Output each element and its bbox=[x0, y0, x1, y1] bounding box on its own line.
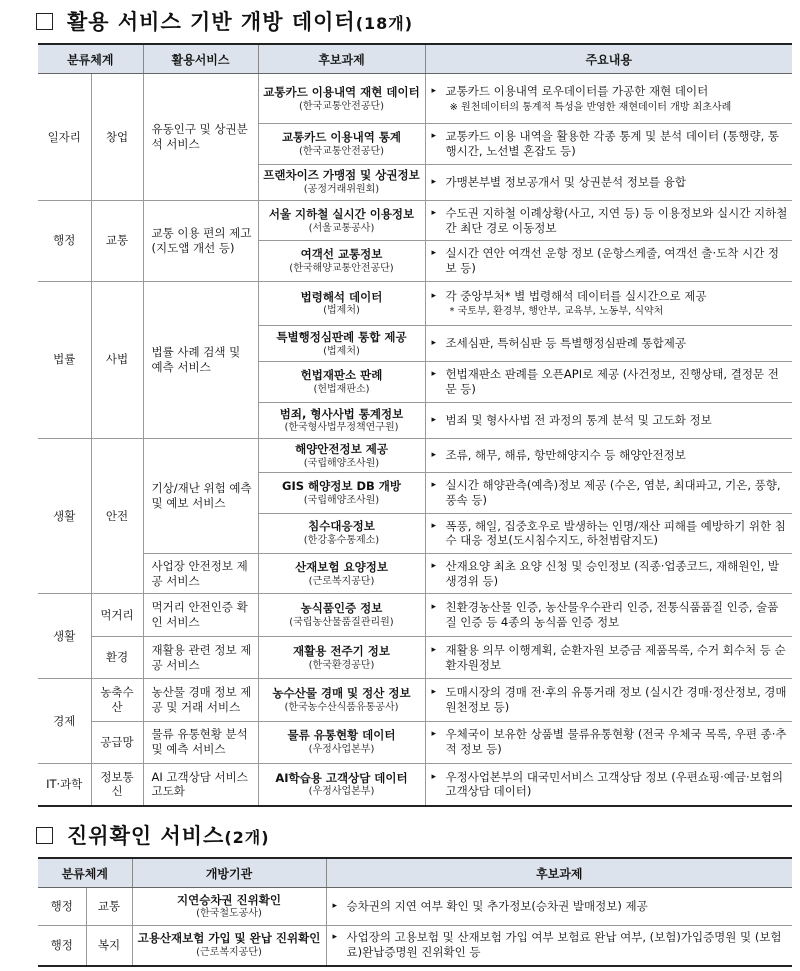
table-row bbox=[38, 74, 792, 124]
candidate-name: GIS 해양정보 DB 개방 bbox=[282, 479, 401, 494]
category-sub: 환경 bbox=[91, 636, 143, 678]
header-content: 주요내용 bbox=[425, 44, 792, 74]
candidate-cell bbox=[258, 201, 425, 241]
description-text: 승차권의 지연 여부 확인 및 추가정보(승차권 발매정보) 제공 bbox=[346, 899, 648, 914]
description-cell bbox=[425, 636, 792, 678]
candidate-org: (법제처) bbox=[323, 305, 360, 317]
candidate-org: (법제처) bbox=[323, 345, 360, 357]
checkbox-square-icon bbox=[36, 13, 53, 30]
description-text: 우체국이 보유한 상품별 물류유통현황 (전국 우체국 목록, 우편 종·추적 정보 등) bbox=[445, 727, 787, 757]
triangle-bullet-icon: ▸ bbox=[431, 338, 437, 349]
table-row bbox=[38, 721, 792, 763]
triangle-bullet-icon: ▸ bbox=[431, 480, 437, 491]
candidate-cell bbox=[258, 362, 425, 402]
description-cell bbox=[425, 402, 792, 438]
candidate-cell bbox=[258, 594, 425, 636]
description-text: 실시간 연안 여객선 운항 정보 (운항스케줄, 여객선 출·도착 시간 정보 등) bbox=[445, 246, 780, 276]
triangle-bullet-icon: ▸ bbox=[431, 450, 437, 461]
triangle-bullet-icon: ▸ bbox=[431, 248, 437, 259]
description-text: 조류, 해무, 해류, 항만해양지수 등 해양안전정보 bbox=[445, 448, 686, 463]
description-text: 도매시장의 경매 전·후의 유통거래 정보 (실시간 경매·정산정보, 경매 원천정보 등) bbox=[445, 684, 787, 714]
description-cell bbox=[425, 281, 792, 325]
service-name: 농산물 경매 정보 제공 및 거래 서비스 bbox=[143, 679, 258, 721]
description-text: 가맹본부별 정보공개서 및 상권분석 정보를 융합 bbox=[445, 174, 686, 189]
header-agency: 개방기관 bbox=[132, 858, 326, 888]
candidate-org: (한국해양교통안전공단) bbox=[289, 263, 394, 275]
triangle-bullet-icon: ▸ bbox=[431, 290, 437, 301]
section1-title-text: 활용 서비스 기반 개방 데이터 bbox=[67, 10, 356, 34]
description-text: 각 중앙부처* 별 법령해석 데이터를 실시간으로 제공 bbox=[445, 288, 707, 303]
description-cell bbox=[425, 721, 792, 763]
candidate-name: 농식품인증 정보 bbox=[300, 601, 383, 616]
candidate-name: 프랜차이즈 가맹점 및 상권정보 bbox=[263, 168, 420, 183]
description-cell bbox=[425, 74, 792, 124]
category-sub: 교통 bbox=[91, 201, 143, 282]
candidate-cell bbox=[258, 473, 425, 513]
table-row bbox=[38, 926, 792, 966]
service-name: 기상/재난 위험 예측 및 예보 서비스 bbox=[143, 439, 258, 554]
candidate-name: 침수대응정보 bbox=[308, 519, 375, 534]
candidate-org: (국립농산물품질관리원) bbox=[289, 617, 394, 629]
candidate-cell bbox=[258, 281, 425, 325]
candidate-name: 법령해석 데이터 bbox=[300, 289, 383, 304]
service-name: 사업장 안전정보 제공 서비스 bbox=[143, 554, 258, 594]
candidate-cell bbox=[258, 636, 425, 678]
section1-title bbox=[36, 6, 413, 36]
category-sub: 농축수산 bbox=[91, 679, 143, 721]
candidate-cell bbox=[258, 402, 425, 438]
candidate-name: 범죄, 형사사법 통계정보 bbox=[279, 406, 404, 421]
description-text: 교통카드 이용내역 로우데이터를 가공한 재현 데이터 bbox=[445, 83, 709, 98]
header-service: 활용서비스 bbox=[143, 44, 258, 74]
service-name: 먹거리 안전인증 확인 서비스 bbox=[143, 594, 258, 636]
description-cell bbox=[425, 362, 792, 402]
category-sub: 복지 bbox=[86, 926, 132, 966]
candidate-name: 교통카드 이용내역 재현 데이터 bbox=[263, 84, 420, 99]
table-row bbox=[38, 679, 792, 721]
candidate-name: 고용산재보험 가입 및 완납 진위확인 bbox=[137, 931, 321, 946]
description-cell bbox=[425, 594, 792, 636]
description-text: 수도권 지하철 이례상황(사고, 지연 등) 등 이용정보와 실시간 지하철 간 최단 경로 이동정보 bbox=[445, 205, 788, 235]
table-row bbox=[38, 201, 792, 241]
candidate-org: (국립해양조사원) bbox=[303, 495, 380, 507]
description-cell bbox=[425, 763, 792, 806]
category-sub: 사법 bbox=[91, 281, 143, 438]
category-main: 생활 bbox=[38, 594, 91, 679]
category-sub: 먹거리 bbox=[91, 594, 143, 636]
table-row bbox=[38, 554, 792, 594]
table-header-row bbox=[38, 44, 792, 74]
candidate-cell bbox=[258, 721, 425, 763]
description-cell bbox=[425, 201, 792, 241]
description-text: 폭풍, 해일, 집중호우로 발생하는 인명/재산 피해를 예방하기 위한 침수 대응 정보(도시침수지도, 하천범람지도) bbox=[445, 518, 786, 548]
candidate-cell bbox=[132, 888, 326, 926]
candidate-org: (우정사업본부) bbox=[308, 786, 375, 798]
checkbox-square-icon bbox=[36, 827, 53, 844]
candidate-cell bbox=[258, 241, 425, 281]
candidate-name: 농수산물 경매 및 정산 정보 bbox=[272, 685, 411, 700]
triangle-bullet-icon: ▸ bbox=[431, 176, 437, 187]
candidate-name: 물류 유통현황 데이터 bbox=[287, 728, 396, 743]
description-cell bbox=[425, 241, 792, 281]
triangle-bullet-icon: ▸ bbox=[332, 901, 338, 912]
service-name: 유동인구 및 상권분석 서비스 bbox=[143, 74, 258, 201]
category-main: 행정 bbox=[38, 926, 86, 966]
candidate-name: 산재보험 요양정보 bbox=[295, 559, 388, 574]
candidate-org: (헌법재판소) bbox=[313, 384, 370, 396]
triangle-bullet-icon: ▸ bbox=[431, 415, 437, 426]
table-row bbox=[38, 439, 792, 473]
candidate-org: (한국환경공단) bbox=[308, 659, 375, 671]
candidate-cell bbox=[258, 763, 425, 806]
table-row bbox=[38, 888, 792, 926]
candidate-cell bbox=[258, 513, 425, 553]
service-name: 물류 유통현황 분석 및 예측 서비스 bbox=[143, 721, 258, 763]
table-row bbox=[38, 281, 792, 325]
description-text: 산재요양 최초 요양 신청 및 승인정보 (직종·업종코드, 재해원인, 발생경위 등) bbox=[445, 558, 780, 588]
candidate-cell bbox=[258, 74, 425, 124]
candidate-org: (한강홍수통제소) bbox=[303, 535, 380, 547]
header-category: 분류체계 bbox=[38, 44, 143, 74]
candidate-name: 재활용 전주기 정보 bbox=[293, 643, 390, 658]
candidate-name: 특별행정심판례 통합 제공 bbox=[276, 329, 407, 344]
description-cell bbox=[326, 888, 792, 926]
candidate-org: (한국철도공사) bbox=[196, 908, 262, 920]
open-data-table bbox=[38, 43, 792, 807]
candidate-org: (공정거래위원회) bbox=[303, 184, 380, 196]
category-sub: 정보통신 bbox=[91, 763, 143, 806]
category-main: 법률 bbox=[38, 281, 91, 438]
candidate-name: 지연승차권 진위확인 bbox=[177, 892, 281, 907]
category-main: 행정 bbox=[38, 201, 91, 282]
candidate-org: (한국교통안전공단) bbox=[298, 100, 385, 112]
category-sub: 교통 bbox=[86, 888, 132, 926]
service-name: AI 고객상담 서비스 고도화 bbox=[143, 763, 258, 806]
category-main: 행정 bbox=[38, 888, 86, 926]
triangle-bullet-icon: ▸ bbox=[431, 686, 437, 697]
description-text: 조세심판, 특허심판 등 특별행정심판례 통합제공 bbox=[445, 336, 686, 351]
candidate-cell bbox=[258, 164, 425, 200]
candidate-name: 해양안전정보 제공 bbox=[295, 441, 388, 456]
candidate-org: (우정사업본부) bbox=[308, 744, 375, 756]
category-main: 일자리 bbox=[38, 74, 91, 201]
triangle-bullet-icon: ▸ bbox=[431, 560, 437, 571]
triangle-bullet-icon: ▸ bbox=[431, 85, 437, 96]
triangle-bullet-icon: ▸ bbox=[431, 207, 437, 218]
candidate-cell bbox=[258, 554, 425, 594]
triangle-bullet-icon: ▸ bbox=[431, 644, 437, 655]
candidate-org: (국립해양조사원) bbox=[303, 457, 380, 469]
header-category: 분류체계 bbox=[38, 858, 132, 888]
candidate-org: (근로복지공단) bbox=[196, 947, 262, 959]
candidate-cell bbox=[258, 326, 425, 362]
description-text: 사업장의 고용보험 및 산재보험 가입 여부 보험료 완납 여부, (보험)가입증명원 및 (보험료)완납증명원 진위확인 등 bbox=[346, 930, 782, 960]
description-cell bbox=[425, 679, 792, 721]
description-text: 범죄 및 형사사법 전 과정의 통계 분석 및 고도화 정보 bbox=[445, 413, 712, 428]
description-cell bbox=[425, 124, 792, 164]
candidate-org: (한국농수산식품유통공사) bbox=[284, 701, 399, 713]
description-cell bbox=[425, 164, 792, 200]
description-text: 우정사업본부의 대국민서비스 고객상담 정보 (우편쇼핑·예금·보험의 고객상담 데이터) bbox=[445, 769, 783, 799]
section2-count: (2개) bbox=[224, 828, 270, 847]
description-cell bbox=[425, 326, 792, 362]
candidate-name: 헌법재판소 판례 bbox=[300, 368, 383, 383]
candidate-cell bbox=[258, 124, 425, 164]
header-candidate: 후보과제 bbox=[258, 44, 425, 74]
category-sub: 공급망 bbox=[91, 721, 143, 763]
triangle-bullet-icon: ▸ bbox=[431, 520, 437, 531]
service-name: 재활용 관련 정보 제공 서비스 bbox=[143, 636, 258, 678]
candidate-cell bbox=[258, 679, 425, 721]
table-header-row bbox=[38, 858, 792, 888]
service-name: 법률 사례 검색 및 예측 서비스 bbox=[143, 281, 258, 438]
triangle-bullet-icon: ▸ bbox=[431, 602, 437, 613]
description-cell bbox=[425, 439, 792, 473]
description-note: * 국토부, 환경부, 행안부, 교육부, 노동부, 식약처 bbox=[449, 306, 664, 318]
category-sub: 창업 bbox=[91, 74, 143, 201]
candidate-org: (근로복지공단) bbox=[308, 575, 375, 587]
section2-title bbox=[36, 820, 270, 850]
description-cell bbox=[425, 513, 792, 553]
description-text: 교통카드 이용 내역을 활용한 각종 통계 및 분석 데이터 (통행량, 통행시간, 노선별 혼잡도 등) bbox=[445, 129, 780, 159]
category-main: IT·과학 bbox=[38, 763, 91, 806]
description-cell bbox=[425, 554, 792, 594]
description-text: 실시간 해양관측(예측)정보 제공 (수온, 염분, 최대파고, 기온, 풍향, 풍속 등) bbox=[445, 478, 781, 508]
table-row bbox=[38, 636, 792, 678]
section1-count: (18개) bbox=[355, 14, 414, 33]
candidate-org: (서울교통공사) bbox=[308, 222, 375, 234]
triangle-bullet-icon: ▸ bbox=[431, 131, 437, 142]
triangle-bullet-icon: ▸ bbox=[431, 729, 437, 740]
table-row bbox=[38, 763, 792, 806]
candidate-name: 교통카드 이용내역 통계 bbox=[281, 130, 402, 145]
candidate-cell bbox=[132, 926, 326, 966]
description-cell bbox=[425, 473, 792, 513]
category-main: 경제 bbox=[38, 679, 91, 764]
candidate-org: (한국형사법무정책연구원) bbox=[284, 422, 399, 434]
candidate-cell bbox=[258, 439, 425, 473]
service-name: 교통 이용 편의 제고 (지도앱 개선 등) bbox=[143, 201, 258, 282]
candidate-name: 서울 지하철 실시간 이용정보 bbox=[268, 206, 415, 221]
description-text: 헌법재판소 판례를 오픈API로 제공 (사건정보, 진행상태, 결정문 전문 등) bbox=[445, 367, 779, 397]
category-sub: 안전 bbox=[91, 439, 143, 594]
candidate-name: AI학습용 고객상담 데이터 bbox=[275, 770, 408, 785]
description-text: 재활용 의무 이행계획, 순환자원 보증금 제품목록, 수거 회수처 등 순환자원정보 bbox=[445, 642, 786, 672]
table-row bbox=[38, 594, 792, 636]
category-main: 생활 bbox=[38, 439, 91, 594]
triangle-bullet-icon: ▸ bbox=[431, 771, 437, 782]
triangle-bullet-icon: ▸ bbox=[431, 369, 437, 380]
candidate-name: 여객선 교통정보 bbox=[300, 247, 383, 262]
triangle-bullet-icon: ▸ bbox=[332, 932, 338, 943]
description-note: ※ 원천데이터의 통계적 특성을 반영한 재현데이터 개방 최초사례 bbox=[449, 101, 732, 113]
header-candidate: 후보과제 bbox=[326, 858, 792, 888]
verification-table bbox=[38, 857, 792, 967]
description-text: 친환경농산물 인증, 농산물우수관리 인증, 전통식품품질 인증, 술품질 인증 등 4종의 농식품 인증 정보 bbox=[445, 600, 779, 630]
description-cell bbox=[326, 926, 792, 966]
section2-title-text: 진위확인 서비스 bbox=[67, 824, 225, 848]
candidate-org: (한국교통안전공단) bbox=[298, 146, 385, 158]
